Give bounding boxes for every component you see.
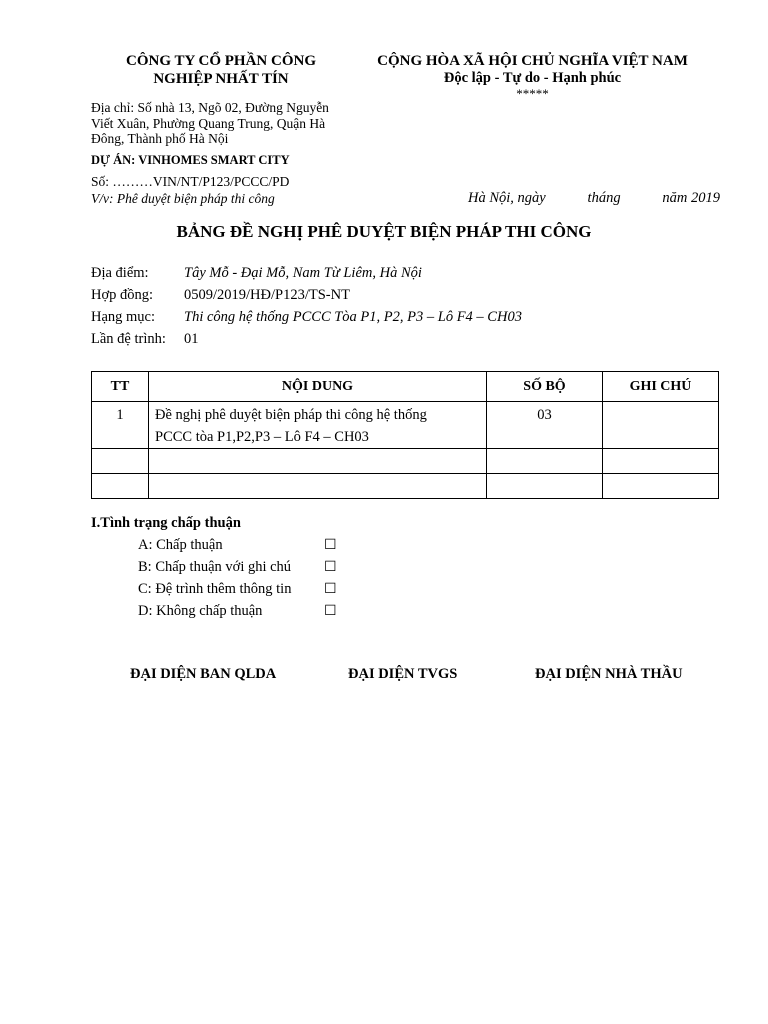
empty-cell [487, 474, 603, 499]
date-month: tháng [587, 190, 621, 206]
place-day: Hà Nội, ngày [468, 190, 546, 206]
company-name-line2: NGHIỆP NHẤT TÍN [153, 71, 289, 87]
nation-stars: ***** [516, 86, 549, 101]
header-sets: SỐ BỘ [487, 372, 603, 402]
option-a-checkbox[interactable]: ☐ [324, 537, 337, 553]
nation-motto: Độc lập - Tự do - Hạnh phúc [443, 70, 622, 86]
row-content [149, 402, 486, 448]
content-table [91, 371, 719, 499]
company-name [100, 52, 342, 88]
row-sets-cell [487, 402, 603, 449]
table-row [92, 449, 719, 474]
document-number: Số: ………VIN/NT/P123/PCCC/PD [91, 174, 290, 189]
signature-pmu: ĐẠI DIỆN BAN QLDA [130, 666, 277, 682]
empty-cell [487, 449, 603, 474]
signature-contractor: ĐẠI DIỆN NHÀ THẦU [535, 666, 683, 682]
document-title: BẢNG ĐỀ NGHỊ PHÊ DUYỆT BIỆN PHÁP THI CÔNG [176, 222, 592, 241]
option-c-checkbox[interactable]: ☐ [324, 581, 337, 597]
address-line1: Địa chỉ: Số nhà 13, Ngõ 02, Đường Nguyễn [91, 100, 329, 115]
place-date [468, 190, 720, 207]
empty-cell [603, 474, 719, 499]
item-label: Hạng mục: [91, 309, 156, 325]
empty-cell [149, 449, 487, 474]
header-content: NỘI DUNG [149, 372, 487, 402]
company-name-line1: CÔNG TY CỔ PHẦN CÔNG [125, 53, 316, 69]
option-b-checkbox[interactable]: ☐ [324, 559, 337, 575]
document-subject: V/v: Phê duyệt biện pháp thi công [91, 191, 275, 206]
option-a-label: A: Chấp thuận [138, 537, 223, 553]
row-tt: 1 [116, 407, 124, 423]
signature-consultant: ĐẠI DIỆN TVGS [348, 666, 458, 682]
address-line3: Đông, Thành phố Hà Nội [91, 131, 229, 146]
row-content-cell [149, 402, 487, 449]
item-value: Thi công hệ thống PCCC Tòa P1, P2, P3 – Lô F4 – CH03 [184, 309, 522, 325]
table-row [92, 474, 719, 499]
empty-cell [92, 474, 149, 499]
empty-cell [92, 449, 149, 474]
empty-cell [603, 449, 719, 474]
option-b-label: B: Chấp thuận với ghi chú [138, 559, 292, 575]
location-label: Địa điểm: [91, 265, 149, 281]
header-note: GHI CHÚ [603, 372, 719, 402]
submission-label: Lần đệ trình: [91, 331, 166, 347]
header-tt: TT [92, 372, 149, 402]
row-content-line2: PCCC tòa P1,P2,P3 – Lô F4 – CH03 [155, 429, 369, 445]
national-header [360, 52, 705, 100]
location-value: Tây Mỗ - Đại Mỗ, Nam Từ Liêm, Hà Nội [184, 265, 422, 281]
address-line2: Viết Xuân, Phường Quang Trung, Quận Hà [91, 115, 326, 131]
row-tt-cell [92, 402, 149, 449]
row-sets: 03 [537, 407, 552, 423]
option-d-checkbox[interactable]: ☐ [324, 603, 337, 619]
table-header-row [92, 372, 719, 402]
submission-value: 01 [184, 331, 199, 347]
project-name: DỰ ÁN: VINHOMES SMART CITY [91, 153, 290, 167]
nation-name: CỘNG HÒA XÃ HỘI CHỦ NGHĨA VIỆT NAM [377, 53, 688, 69]
contract-value: 0509/2019/HĐ/P123/TS-NT [184, 287, 350, 303]
approval-title: I.Tình trạng chấp thuận [91, 515, 241, 531]
row-note-cell [603, 402, 719, 449]
option-d-label: D: Không chấp thuận [138, 603, 263, 619]
table-row [92, 402, 719, 449]
date-year: năm 2019 [662, 190, 720, 206]
company-address [91, 100, 361, 147]
empty-cell [149, 474, 487, 499]
row-content-line1: Đề nghị phê duyệt biện pháp thi công hệ thống [155, 407, 427, 423]
option-c-label: C: Đệ trình thêm thông tin [138, 581, 292, 597]
contract-label: Hợp đồng: [91, 287, 154, 303]
